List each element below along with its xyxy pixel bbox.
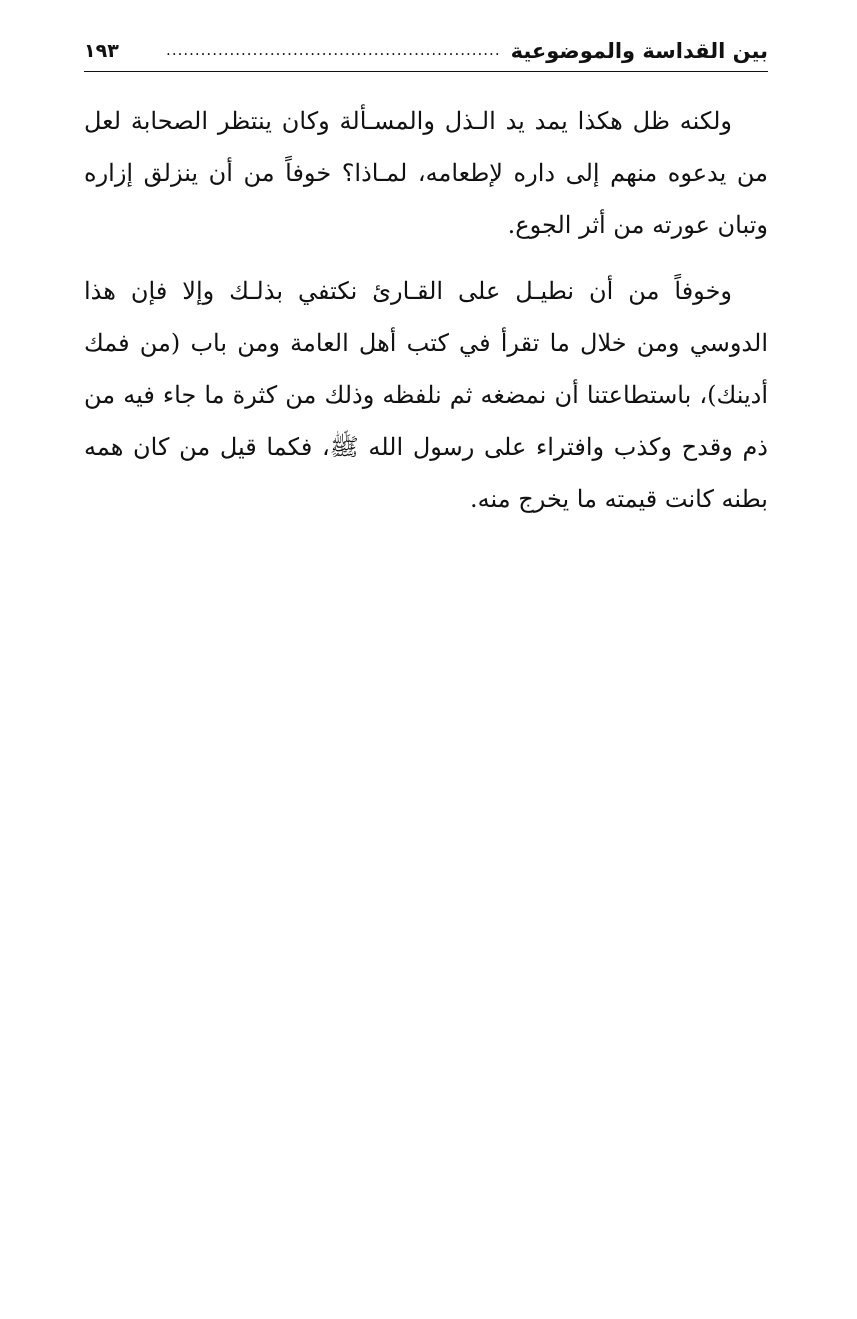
page-body [84, 95, 768, 539]
leader-dots: .......................................................... [166, 43, 501, 58]
running-title: بين القداسة والموضوعية [510, 38, 768, 63]
page-number: ١٩٣ [84, 39, 119, 62]
paragraph: ولكنه ظل هكذا يمد يد الـذل والمسـألة وكان ينتظر الصحابة لعل من يدعوه منهم إلى داره لإطعامه، لمـاذا؟ خوفاً من أن ينزلق إزاره وتبان عورته من أثر الجوع. [84, 107, 768, 239]
page-header [84, 30, 768, 72]
paragraph: وخوفاً من أن نطيـل على القـارئ نكتفي بذلـك وإلا فإن هذا الدوسي ومن خلال ما تقرأ في كتب أهل العامة ومن باب (من فمك أدينك)، باستطاعتنا أن نمضغه ثم نلفظه وذلك من كثرة ما جاء فيه من ذم وقدح وكذب وافتراء على رسول الله ﷺ، فكما قيل من كان همه بطنه كانت قيمته ما يخرج منه. [84, 277, 768, 513]
